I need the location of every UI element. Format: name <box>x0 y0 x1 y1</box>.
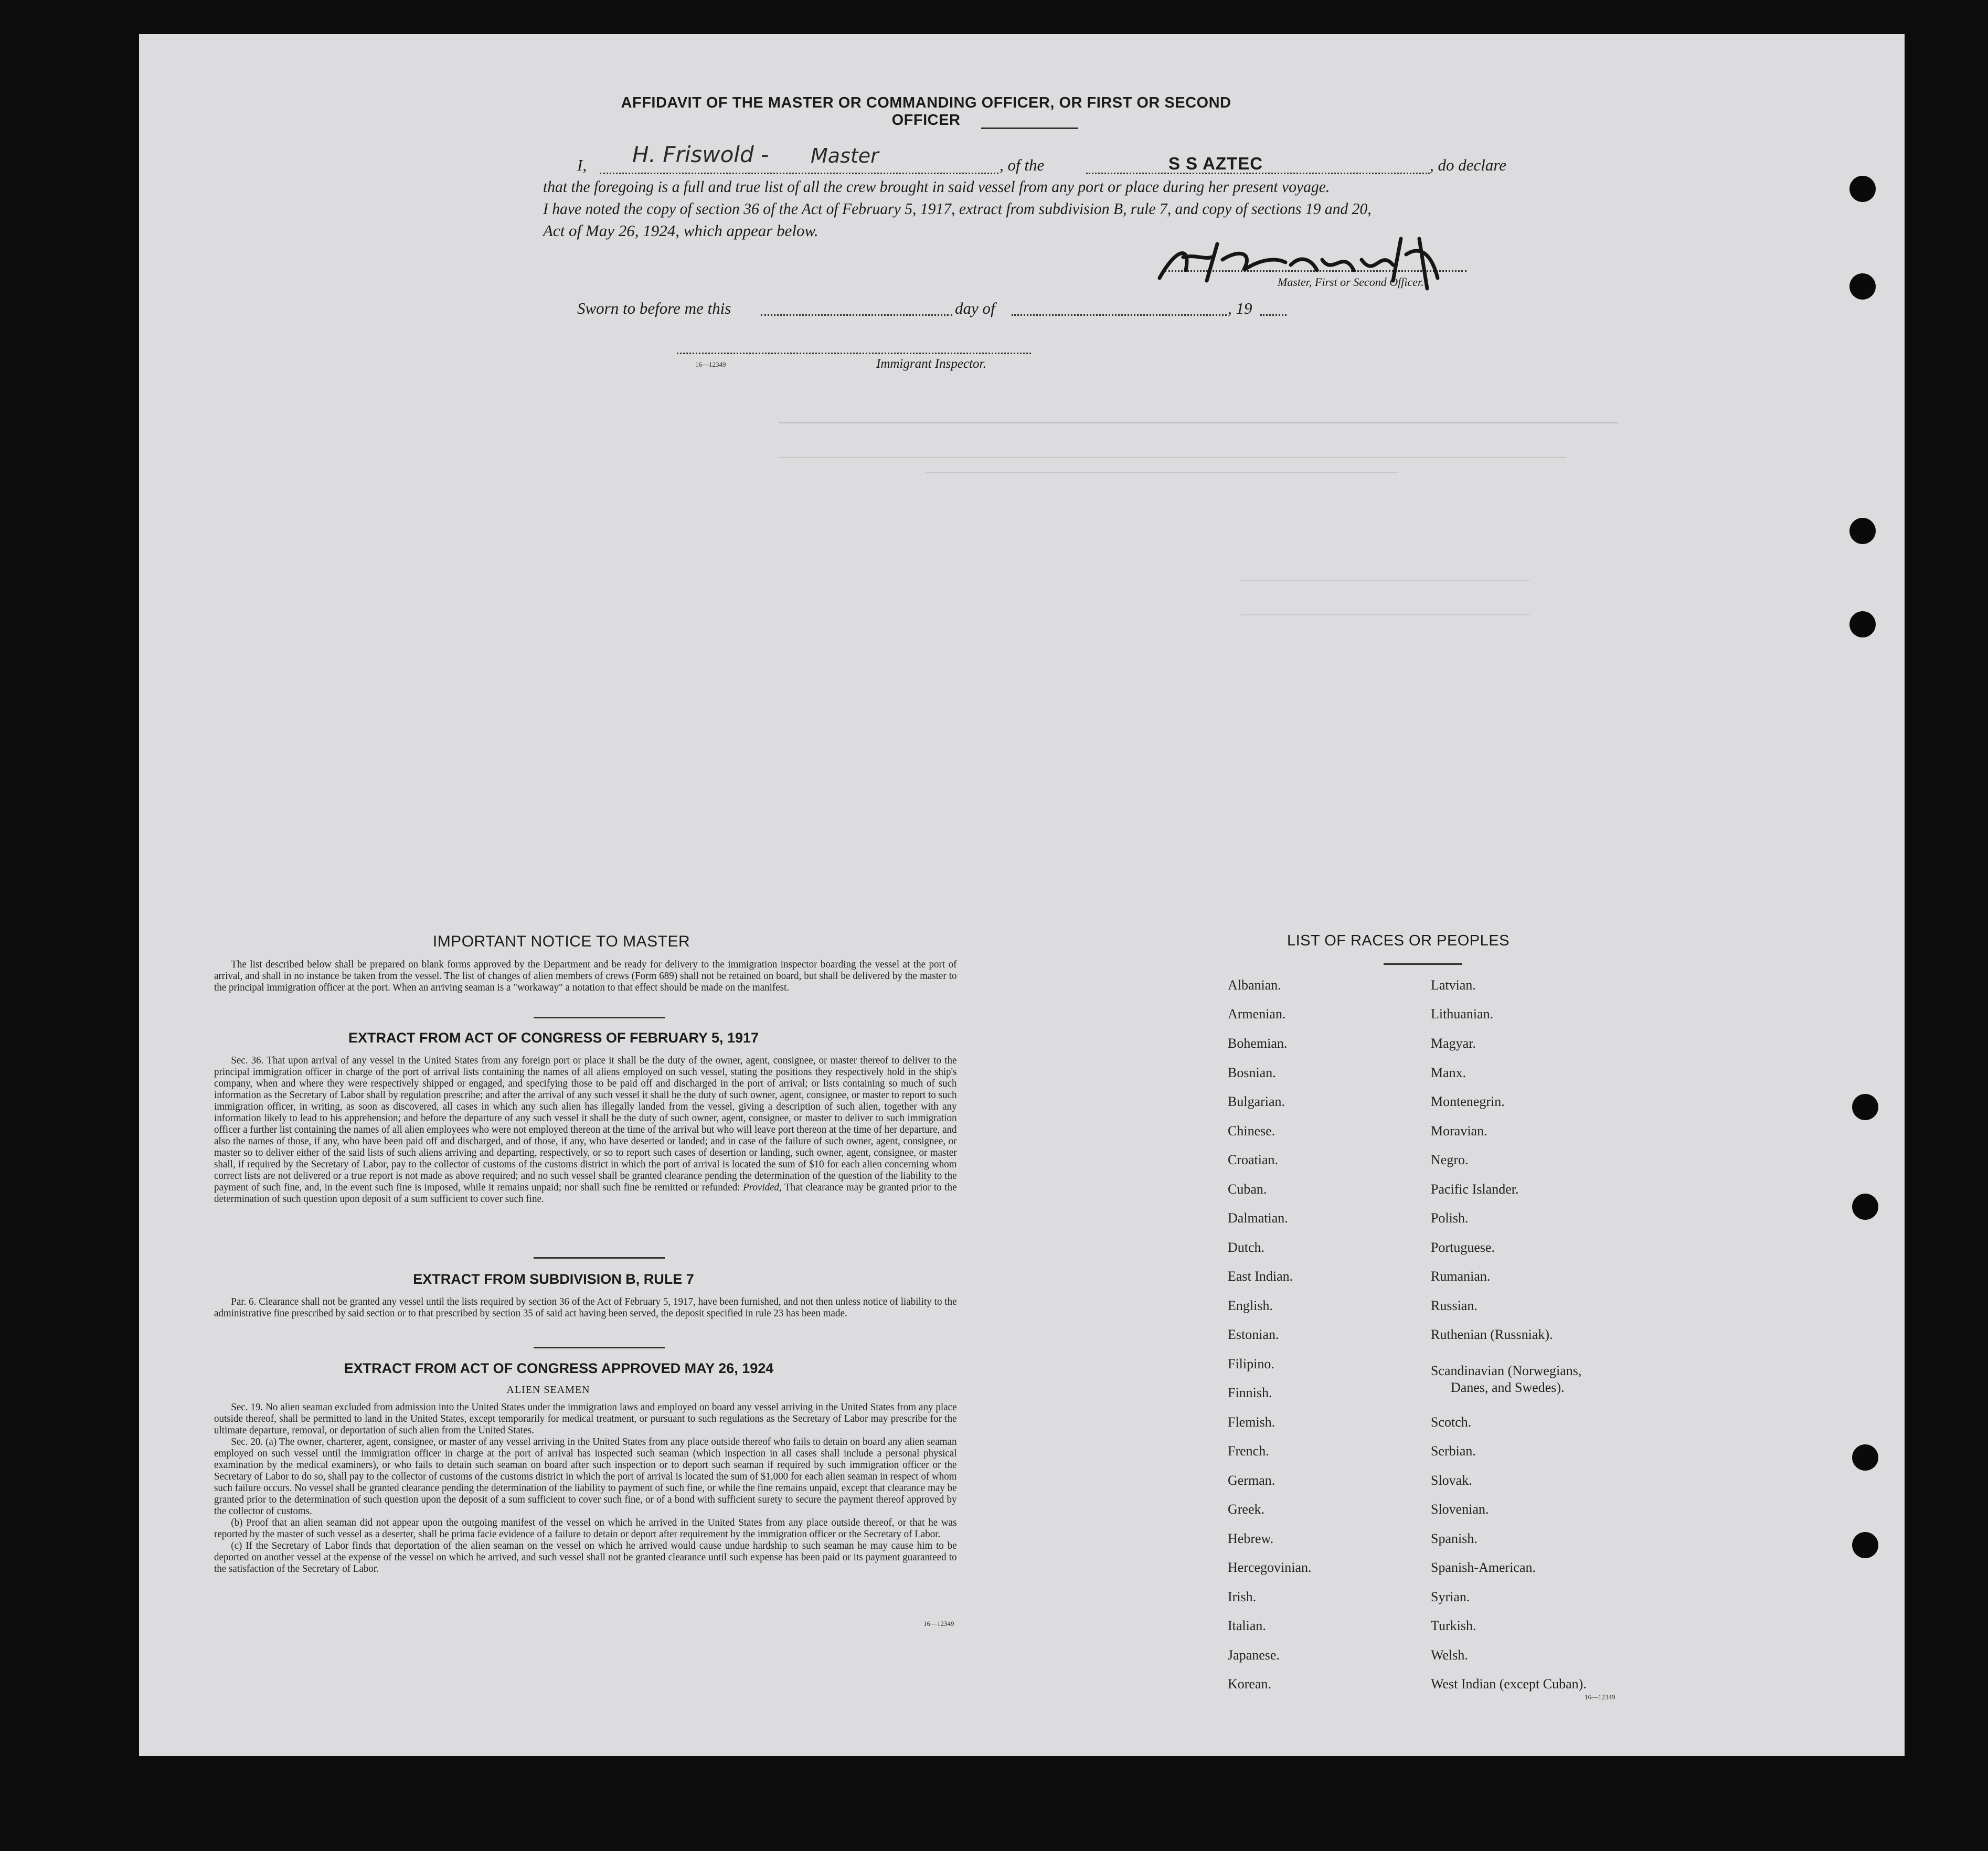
sec20a-text: The owner, charterer, agent, consignee, or master of any vessel arriving in the United States from any place outside thereof who fails to detain on board any alien seaman employed on such vessel until the immigration officer in charge at the port of arrival has inspected such seaman (which inspection in all cases shall include a personal physical examination by the medical examiners), or who fails to detain such seaman on board after such inspection or to deport such seaman if required by such immigration officer or the Secretary of Labor to do so, shall pay to the collector of customs of the customs district in which the port of arrival is located the sum of $1,000 for each alien seaman in respect of whom such failure occurs. No vessel shall be granted clearance pending the determination of the liability to payment of such fine, or while the fine remains unpaid, except that clearance may be granted prior to the determination of such question upon the deposit of a sum sufficient to cover such fine, or of a bond with sufficient surety to secure the payment thereof approved by the collector of customs. <box>214 1436 957 1517</box>
race-item: Serbian. <box>1431 1443 1476 1459</box>
alien-seamen-subtitle: ALIEN SEAMEN <box>506 1384 590 1396</box>
section-divider <box>534 1347 665 1348</box>
bleed-through-mark <box>926 472 1398 473</box>
notice-text: The list described below shall be prepared on blank forms approved by the Department and be ready for delivery to the immigration inspector boarding the vessel at the port of arrival, and shall in no instance be taken from the vessel. The list of changes of alien members of crews (Form 689) shall not be retained on board, but shall be delivered by the master to the principal immigration officer at the port. When an arriving seaman is a "workaway" a notation to that effect should be made on the manifest. <box>214 959 957 993</box>
punch-hole <box>1852 1194 1878 1220</box>
race-item: Moravian. <box>1431 1123 1487 1139</box>
extract-1924-title: EXTRACT FROM ACT OF CONGRESS APPROVED MAY 26, 1924 <box>344 1360 774 1376</box>
race-item: Latvian. <box>1431 977 1476 993</box>
notice-title: IMPORTANT NOTICE TO MASTER <box>432 933 690 950</box>
race-item: Ruthenian (Russniak). <box>1431 1327 1553 1342</box>
race-item: Russian. <box>1431 1298 1477 1313</box>
race-item: East Indian. <box>1228 1269 1293 1284</box>
race-item: Hercegovinian. <box>1228 1560 1312 1575</box>
race-item: Bohemian. <box>1228 1036 1288 1051</box>
race-item: Syrian. <box>1431 1589 1470 1604</box>
i-label: I, <box>577 156 587 174</box>
race-item: Turkish. <box>1431 1618 1476 1633</box>
of-the-label: , of the <box>1000 156 1045 174</box>
sec19-text: No alien seaman excluded from admission into the United States under the immigration laws and employed on board any vessel arriving in the United States from any place outside thereof, shall be permitted to land in the United States, except temporarily for medical treatment, or pursuant to such regulations as the Secretary of Labor may prescribe for the ultimate departure, removal, or deportation of such alien from the United States. <box>214 1401 957 1436</box>
sworn-day-line <box>761 314 952 316</box>
race-item: Japanese. <box>1228 1647 1280 1663</box>
race-item: Dalmatian. <box>1228 1210 1288 1226</box>
declarant-rank: Master <box>811 144 879 167</box>
bleed-through-mark <box>779 457 1566 458</box>
race-item: Magyar. <box>1431 1036 1476 1051</box>
punch-hole <box>1852 1532 1878 1558</box>
race-item: Lithuanian. <box>1431 1006 1494 1022</box>
races-title: LIST OF RACES OR PEOPLES <box>1287 932 1510 949</box>
extract-1924-block <box>214 1401 957 1575</box>
race-item: Hebrew. <box>1228 1531 1274 1546</box>
race-item: Armenian. <box>1228 1006 1286 1022</box>
race-item: Cuban. <box>1228 1182 1267 1197</box>
race-item: Manx. <box>1431 1065 1466 1080</box>
punch-hole <box>1849 611 1876 637</box>
extract-1917-block <box>214 1055 957 1205</box>
race-item: Scandinavian (Norwegians, <box>1431 1363 1582 1378</box>
punch-hole <box>1852 1094 1878 1120</box>
do-declare-label: , do declare <box>1430 156 1507 174</box>
race-item: Croatian. <box>1228 1152 1279 1167</box>
races-divider <box>1384 963 1462 965</box>
race-item: Chinese. <box>1228 1123 1275 1139</box>
race-item: Pacific Islander. <box>1431 1182 1519 1197</box>
section-divider <box>534 1017 665 1018</box>
day-of-label: day of <box>955 299 995 317</box>
declarant-line <box>600 173 998 174</box>
title-divider <box>981 127 1078 129</box>
race-item: Slovak. <box>1431 1473 1472 1488</box>
race-item: Korean. <box>1228 1676 1272 1692</box>
punch-hole <box>1849 518 1876 544</box>
sec20b-text: (b) Proof that an alien seaman did not appear upon the outgoing manifest of the vessel on which he arrived in the United States from any place outside thereof, or that he was reported by the master of such vessel as a deserter, shall be prima facie evidence of a failure to detain or deport after requirement by the immigration officer or the Secretary of Labor. <box>214 1517 957 1540</box>
affidavit-line-2: that the foregoing is a full and true list of all the crew brought in said vessel from any port or place during her present voyage. <box>543 177 1330 196</box>
section-divider <box>534 1257 665 1259</box>
extract-1917-title: EXTRACT FROM ACT OF CONGRESS OF FEBRUARY 5, 1917 <box>348 1030 759 1046</box>
sworn-label: Sworn to before me this <box>577 299 731 317</box>
sec36-label: Sec. 36. <box>231 1055 264 1066</box>
extract-form-number: 16—12349 <box>923 1620 954 1627</box>
race-item: Welsh. <box>1431 1647 1468 1663</box>
race-item: Finnish. <box>1228 1385 1272 1400</box>
race-item: Slovenian. <box>1431 1502 1489 1517</box>
race-item: Scotch. <box>1431 1414 1472 1430</box>
race-item: Danes, and Swedes). <box>1451 1380 1565 1395</box>
punch-hole <box>1849 273 1876 300</box>
affidavit-line-3: I have noted the copy of section 36 of the Act of February 5, 1917, extract from subdivision B, rule 7, and copy of sections 19 and 20, <box>543 199 1372 218</box>
race-item: Italian. <box>1228 1618 1266 1633</box>
affidavit-form-number: 16—12349 <box>695 360 726 368</box>
bleed-through-mark <box>1241 614 1529 615</box>
punch-hole <box>1849 176 1876 202</box>
race-item: Bulgarian. <box>1228 1094 1285 1109</box>
signature-caption: Master, First or Second Officer. <box>1278 275 1424 289</box>
race-item: Dutch. <box>1228 1240 1265 1255</box>
affidavit-title: AFFIDAVIT OF THE MASTER OR COMMANDING OFFICER, OR FIRST OR SECOND OFFICER <box>621 94 1231 129</box>
race-item: Flemish. <box>1228 1414 1275 1430</box>
race-item: Filipino. <box>1228 1356 1274 1371</box>
race-item: Rumanian. <box>1431 1269 1491 1284</box>
race-item: Portuguese. <box>1431 1240 1495 1255</box>
races-form-number: 16—12349 <box>1585 1693 1615 1701</box>
provided-label: Provided, <box>743 1182 782 1193</box>
sec19-label: Sec. 19. <box>231 1401 263 1413</box>
sec36-text-end: That clearance may be granted prior to the determination of such question upon deposit of a sum sufficient to cover such fine. <box>214 1182 957 1205</box>
race-item: West Indian (except Cuban). <box>1431 1676 1587 1692</box>
punch-hole <box>1852 1444 1878 1471</box>
race-item: Montenegrin. <box>1431 1094 1505 1109</box>
extract-rule7-title: EXTRACT FROM SUBDIVISION B, RULE 7 <box>413 1271 694 1287</box>
race-item: Greek. <box>1228 1502 1265 1517</box>
race-item: Bosnian. <box>1228 1065 1276 1080</box>
document-sheet <box>139 34 1905 1756</box>
inspector-line <box>677 353 1031 354</box>
race-item: Irish. <box>1228 1589 1257 1604</box>
race-item: Negro. <box>1431 1152 1469 1167</box>
rule7-text: Par. 6. Clearance shall not be granted any vessel until the lists required by section 36 of the Act of February 5, 1917, have been furnished, and not then unless notice of liability to the administrative fine prescribed by said section or to that prescribed by section 35 of said act having been served, the deposit specified in rule 23 has been made. <box>214 1296 957 1319</box>
declarant-name: H. Friswold - <box>632 142 769 167</box>
affidavit-line-4: Act of May 26, 1924, which appear below. <box>543 221 818 240</box>
year-label: , 19 <box>1228 299 1252 317</box>
inspector-caption: Immigrant Inspector. <box>876 357 986 371</box>
race-item: Estonian. <box>1228 1327 1279 1342</box>
race-item: Spanish-American. <box>1431 1560 1536 1575</box>
race-item: German. <box>1228 1473 1275 1488</box>
race-item: English. <box>1228 1298 1273 1313</box>
bleed-through-mark <box>1241 580 1529 581</box>
sec36-text: That upon arrival of any vessel in the United States from any foreign port or place it shall be the duty of the owner, agent, consignee, or master thereof to deliver to the principal immigration officer in charge of the port of arrival lists containing the names of all aliens employed on such vessel, stating the positions they respectively hold in the ship's company, when and where they were respectively shipped or engaged, and specifying those to be paid off and discharged in the port of arrival; or lists containing so much of such information as the Secretary of Labor shall by regulation prescribe; and after the arrival of any such vessel it shall be the duty of such owner, agent, consignee, or master to report to such immigration officer, in writing, as soon as discovered, all cases in which any such alien has illegally landed from the vessel, giving a description of such alien, together with any information likely to lead to his apprehension; and before the departure of any such vessel it shall be the duty of such owner, agent, consignee, or master to deliver to such immigration officer a further list containing the names of all alien employees who were not employed thereon at the time of the arrival but who will leave port thereon at the time of her departure, and also the names of those, if any, who have been paid off and discharged, and of those, if any, who have deserted or landed; and in case of the failure of such owner, agent, consignee, or master so to deliver either of the said lists of such aliens arriving and departing, respectively, or so to report such cases of desertion or landing, such owner, agent, consignee, or master shall, if required by the Secretary of Labor, pay to the collector of customs of the customs district in which the port of arrival is located the sum of $10 for each alien concerning whom correct lists are not delivered or a true report is not made as above required; and no such vessel shall be granted clearance pending the determination of the question of the liability to the payment of such fine, and, in the event such fine is imposed, while it remains unpaid; nor shall such fine be remitted or refunded: <box>214 1055 957 1193</box>
race-item: French. <box>1228 1443 1269 1459</box>
extract-rule7-block <box>214 1296 957 1319</box>
sworn-month-line <box>1012 314 1227 316</box>
sec20-label: Sec. 20. (a) <box>231 1436 277 1448</box>
sworn-year-line <box>1260 314 1287 316</box>
race-item: Polish. <box>1431 1210 1469 1226</box>
race-item: Albanian. <box>1228 977 1281 993</box>
vessel-name: S S AZTEC <box>1168 154 1263 173</box>
bleed-through-mark <box>779 422 1619 423</box>
notice-text-block <box>214 959 957 993</box>
race-item: Spanish. <box>1431 1531 1477 1546</box>
sec20c-text: (c) If the Secretary of Labor finds that deportation of the alien seaman on the vessel on which he arrived would cause undue hardship to such seaman he may cause him to be deported on another vessel at the expense of the vessel on which he arrived, and such vessel shall not be granted clearance until such expense has been paid or its payment guaranteed to the satisfaction of the Secretary of Labor. <box>214 1540 957 1575</box>
